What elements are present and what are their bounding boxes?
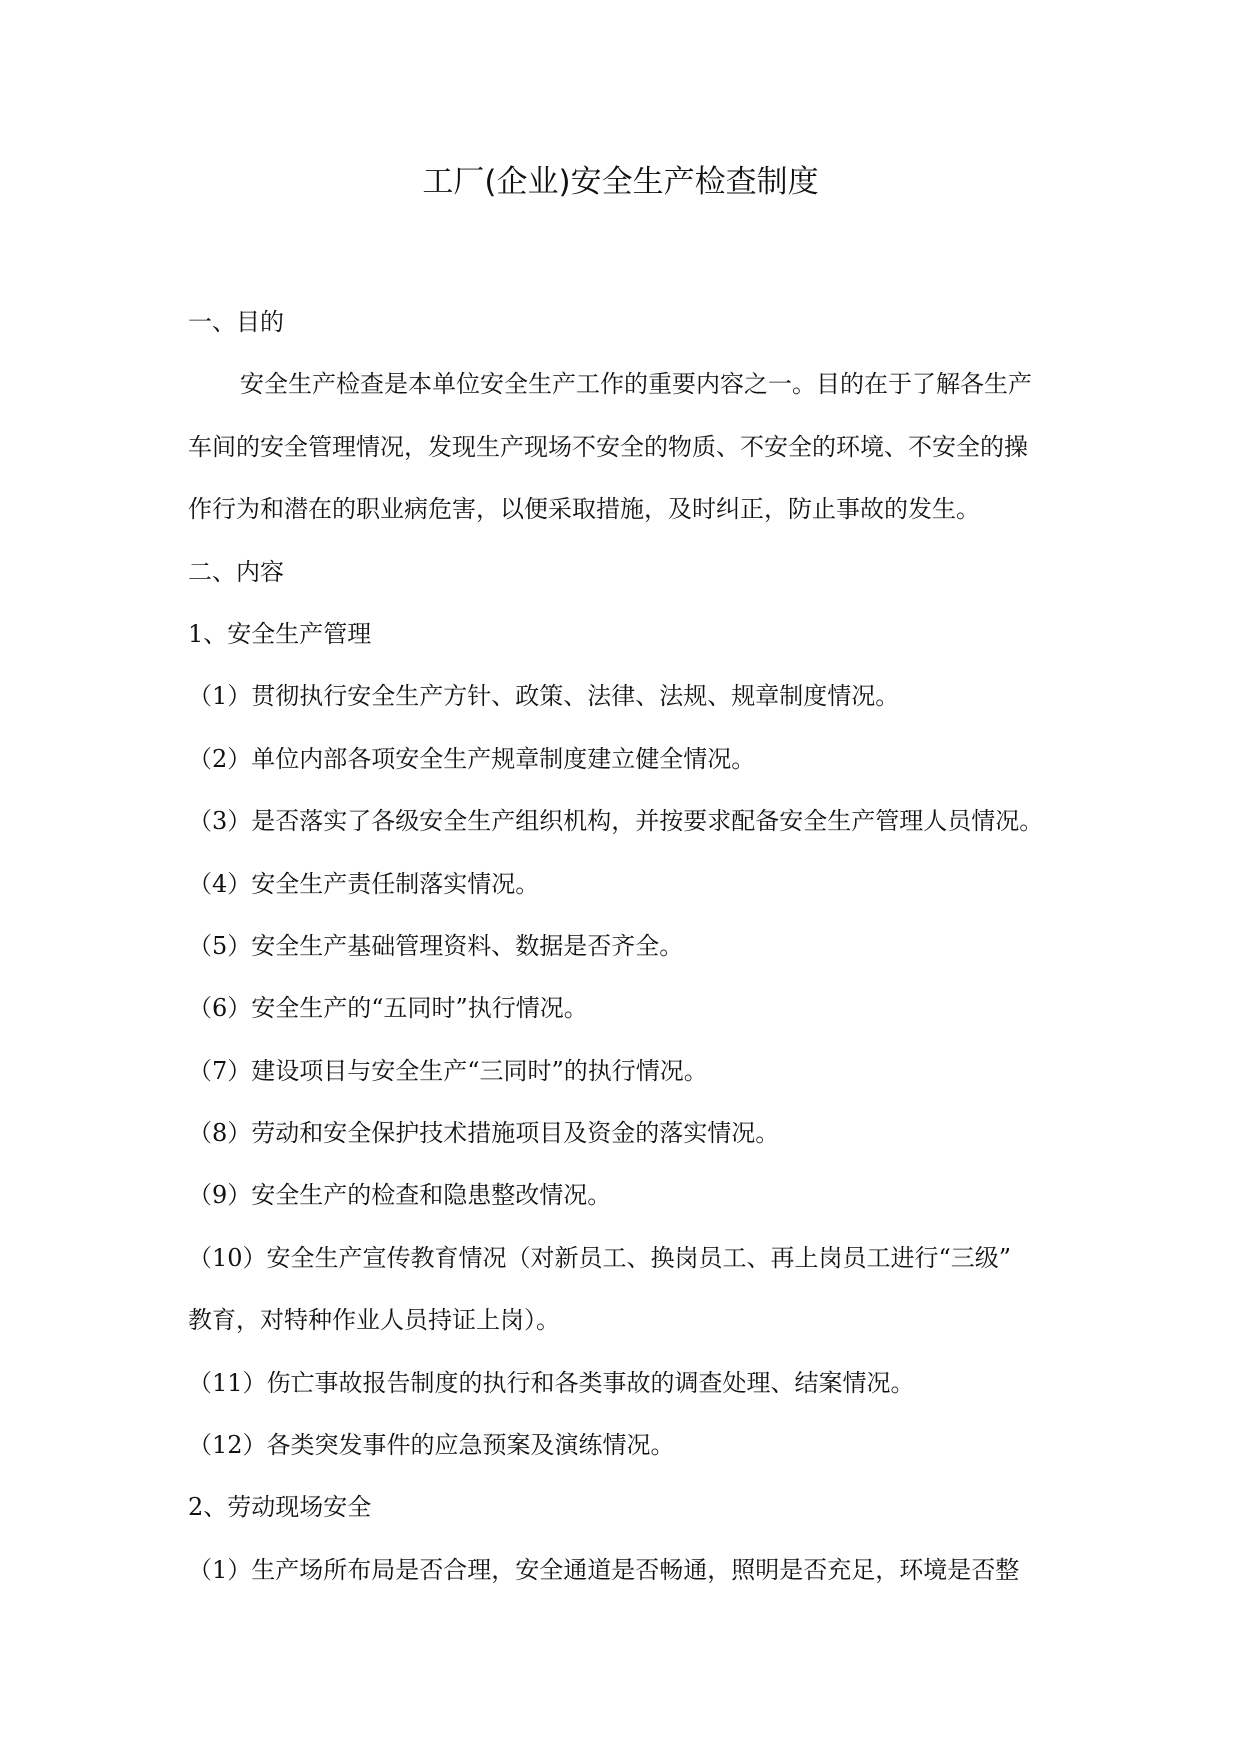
list-item: （5）安全生产基础管理资料、数据是否齐全。 (188, 931, 684, 960)
subsection-heading: 2、劳动现场安全 (188, 1493, 372, 1522)
list-item: （6）安全生产的“五同时”执行情况。 (188, 994, 588, 1023)
list-item: （2）单位内部各项安全生产规章制度建立健全情况。 (188, 744, 756, 773)
paragraph-line: 作行为和潜在的职业病危害，以便采取措施，及时纠正，防止事故的发生。 (188, 495, 980, 524)
list-item: （3）是否落实了各级安全生产组织机构，并按要求配备安全生产管理人员情况。 (188, 807, 1044, 836)
list-item: （1）生产场所布局是否合理，安全通道是否畅通，照明是否充足，环境是否整 (188, 1555, 1020, 1584)
document-body (188, 300, 1068, 1610)
subsection-heading: 1、安全生产管理 (188, 619, 372, 648)
list-item-continuation: 教育，对特种作业人员持证上岗）。 (188, 1306, 560, 1335)
section-heading-purpose: 一、目的 (188, 308, 284, 336)
paragraph-line: 车间的安全管理情况，发现生产现场不安全的物质、不安全的环境、不安全的操 (188, 432, 1028, 461)
list-item: （1）贯彻执行安全生产方针、政策、法律、法规、规章制度情况。 (188, 682, 900, 711)
list-item: （4）安全生产责任制落实情况。 (188, 869, 540, 898)
paragraph-line: 安全生产检查是本单位安全生产工作的重要内容之一。目的在于了解各生产 (240, 370, 1032, 399)
list-item: （12）各类突发事件的应急预案及演练情况。 (188, 1431, 675, 1460)
list-item: （9）安全生产的检查和隐患整改情况。 (188, 1181, 612, 1210)
list-item: （7）建设项目与安全生产“三同时”的执行情况。 (188, 1056, 708, 1085)
list-item: （11）伤亡事故报告制度的执行和各类事故的调查处理、结案情况。 (188, 1368, 915, 1397)
section-heading-content: 二、内容 (188, 557, 284, 586)
list-item: （8）劳动和安全保护技术措施项目及资金的落实情况。 (188, 1119, 780, 1148)
list-item: （10）安全生产宣传教育情况（对新员工、换岗员工、再上岗员工进行“三级” (188, 1243, 1012, 1272)
document-title: 工厂(企业)安全生产检查制度 (422, 164, 819, 200)
